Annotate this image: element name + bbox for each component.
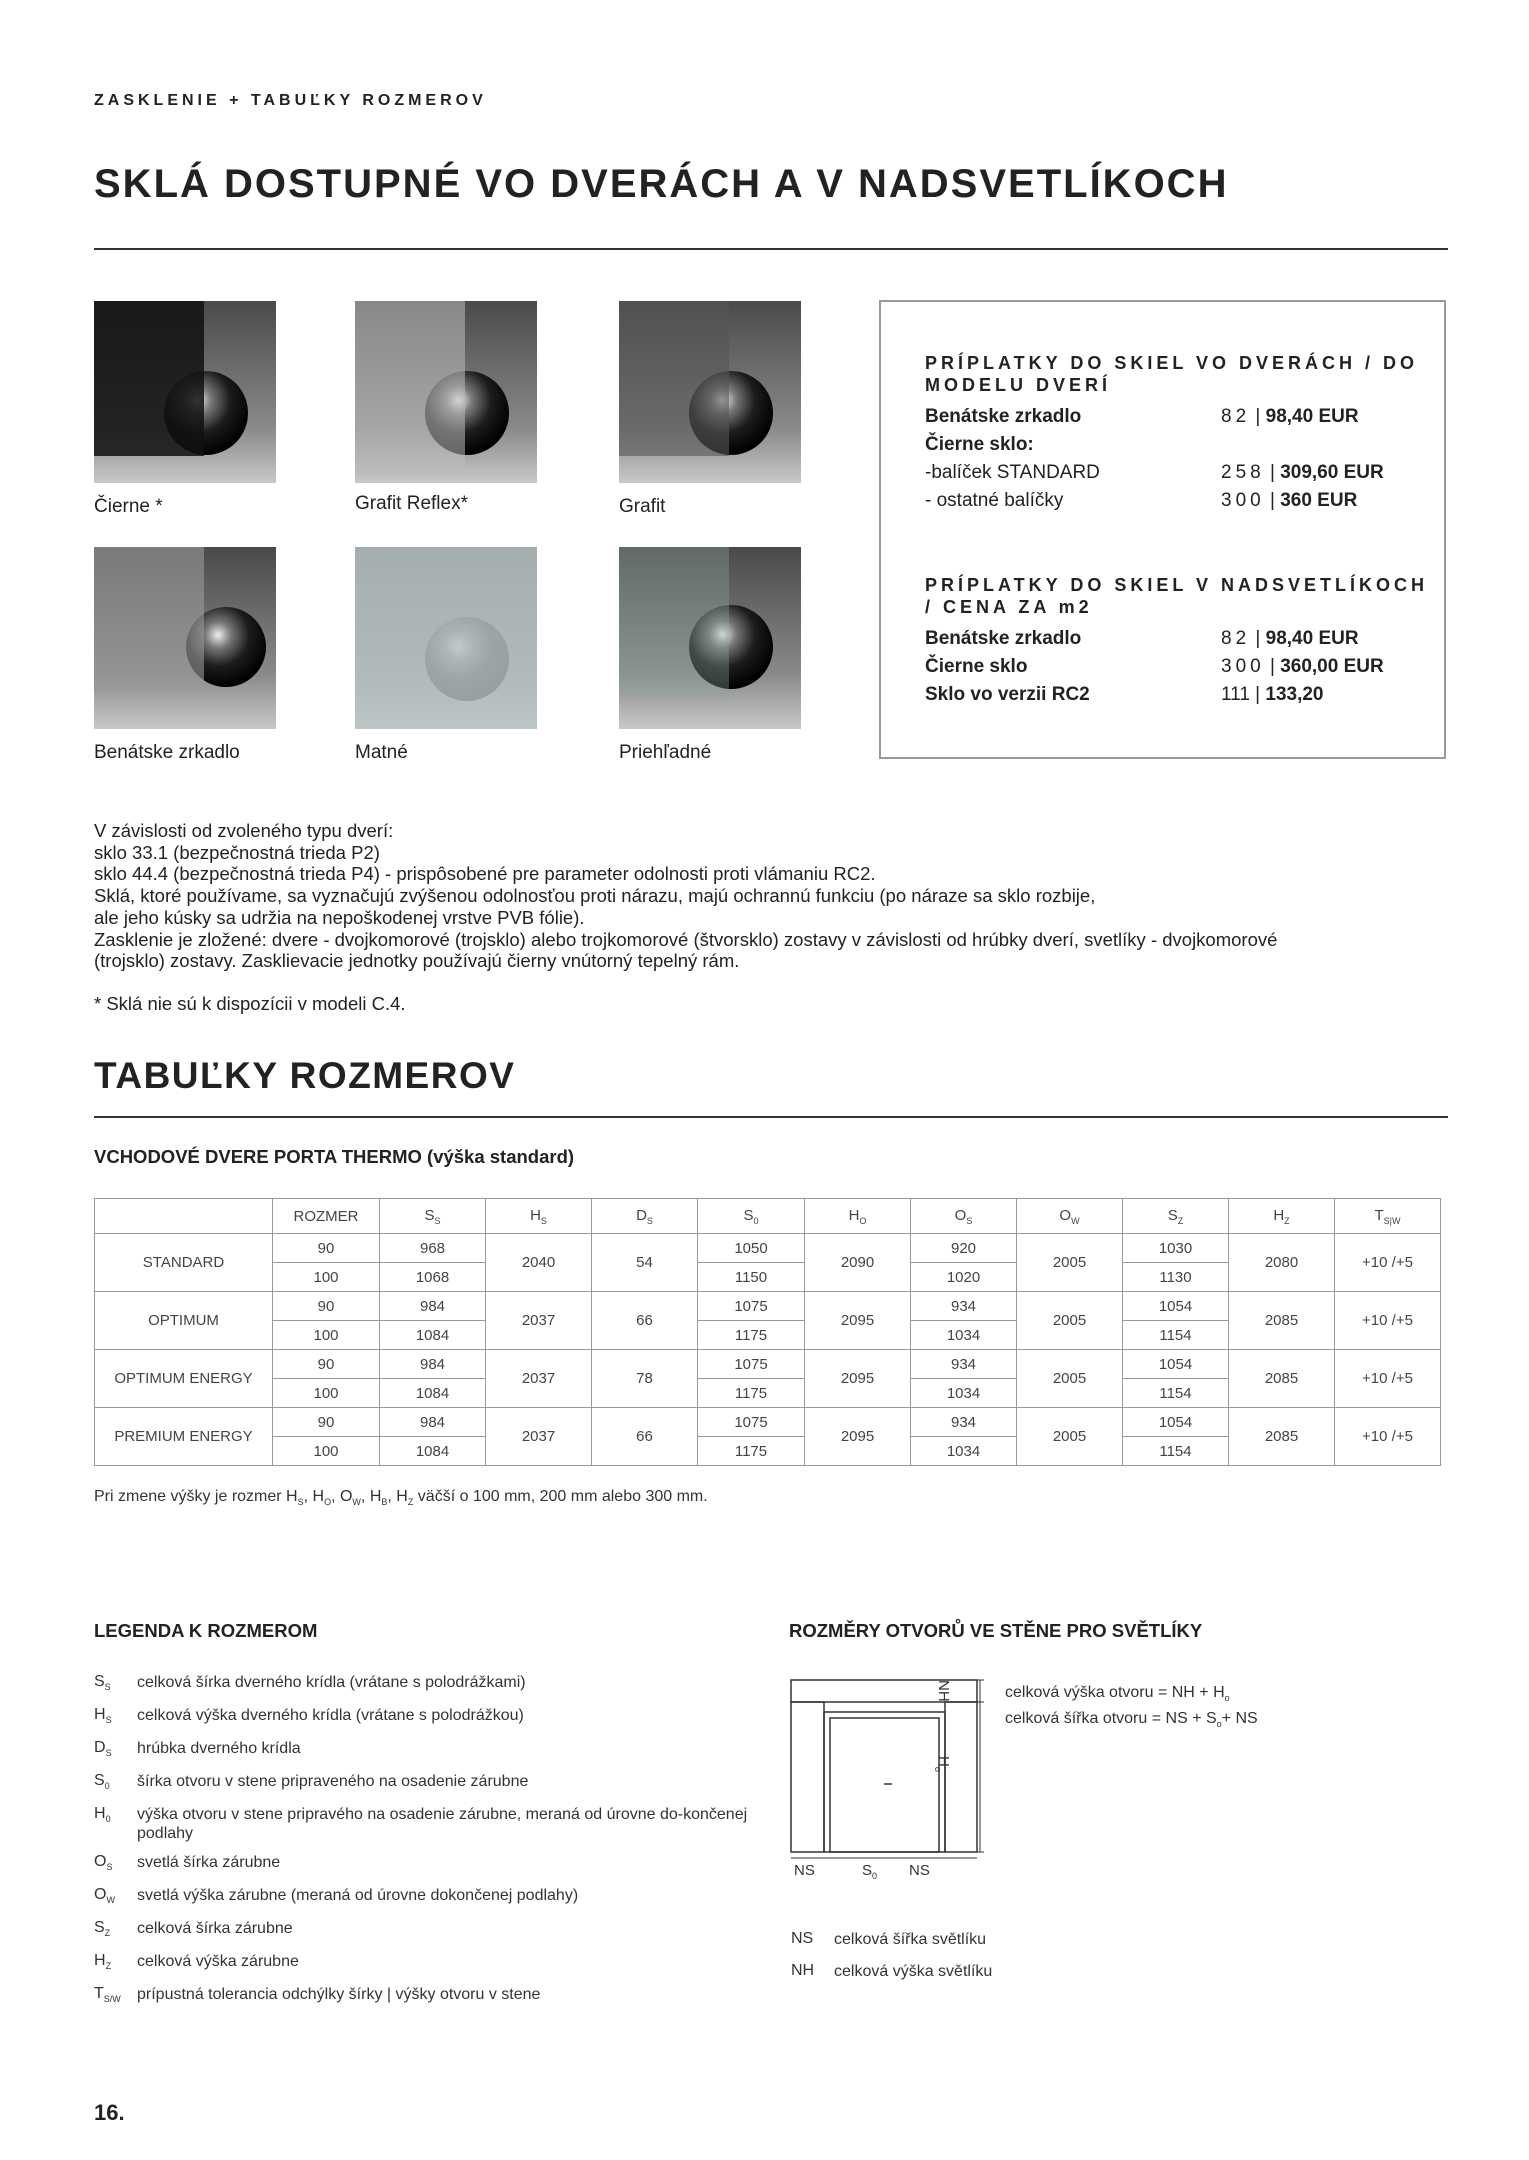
table-title: VCHODOVÉ DVERE PORTA THERMO (výška standard) <box>94 1146 575 1167</box>
table-header-cell: $H_O$ <box>805 1199 911 1234</box>
table-cell: 1154 <box>1123 1379 1229 1408</box>
table-cell: 984 <box>380 1350 486 1379</box>
table-cell: 1150 <box>698 1263 805 1292</box>
table-cell: 1175 <box>698 1379 805 1408</box>
table-row <box>95 1350 1441 1379</box>
ns-right-label: NS <box>909 1862 930 1879</box>
so-label: $S_0$ <box>862 1862 878 1881</box>
table-header-cell: $S_0$ <box>698 1199 805 1234</box>
table-cell: 1054 <box>1123 1292 1229 1321</box>
table-cell: 1130 <box>1123 1263 1229 1292</box>
footnote: * Sklá nie sú k dispozícii v modeli C.4. <box>94 992 406 1014</box>
table-cell: 90 <box>273 1234 380 1263</box>
table-cell: 1068 <box>380 1263 486 1292</box>
table-cell: 2095 <box>805 1408 911 1466</box>
table-cell: 100 <box>273 1263 380 1292</box>
table-cell: 90 <box>273 1292 380 1321</box>
surcharge-transom-title: PRÍPLATKY DO SKIEL V NADSVETLÍKOCH / CENA ZA m2 <box>925 575 1429 617</box>
dimensions-table <box>94 1198 1441 1466</box>
table-cell: 2005 <box>1017 1408 1123 1466</box>
table-cell: 100 <box>273 1437 380 1466</box>
table-cell: 1154 <box>1123 1437 1229 1466</box>
table-cell: 90 <box>273 1408 380 1437</box>
table-cell: 2037 <box>486 1408 592 1466</box>
table-cell: 1054 <box>1123 1350 1229 1379</box>
table-row <box>95 1408 1441 1437</box>
table-cell: +10 /+5 <box>1335 1408 1441 1466</box>
table-cell: STANDARD <box>95 1234 273 1292</box>
table-cell: +10 /+5 <box>1335 1292 1441 1350</box>
table-cell: 934 <box>911 1292 1017 1321</box>
table-note: Pri zmene výšky je rozmer $H_S$, $H_O$, $O_W$, $H_B$, $H_Z$ väčší o 100 mm, 200 mm alebo 300 mm. <box>94 1488 708 1508</box>
table-cell: 2037 <box>486 1292 592 1350</box>
legend-title: LEGENDA K ROZMEROM <box>94 1620 318 1641</box>
table-corner <box>95 1199 273 1234</box>
table-cell: 1084 <box>380 1437 486 1466</box>
table-cell: 2085 <box>1229 1292 1335 1350</box>
table-header-cell: $D_S$ <box>592 1199 698 1234</box>
glass-photo-matte <box>355 547 537 729</box>
table-cell: 2005 <box>1017 1350 1123 1408</box>
table-cell: OPTIMUM <box>95 1292 273 1350</box>
openings-title: ROZMĚRY OTVORŮ VE STĚNE PRO SVĚTLÍKY <box>789 1620 1203 1641</box>
table-header-cell: ROZMER <box>273 1199 380 1234</box>
table-cell: 2005 <box>1017 1234 1123 1292</box>
glass-caption: Čierne * <box>94 496 163 517</box>
glass-caption: Grafit Reflex* <box>355 493 468 514</box>
glass-photo-black <box>94 301 276 483</box>
formula-width: celková šířka otvoru = NS + $S_o+$ NS <box>1005 1710 1258 1730</box>
table-cell: 2085 <box>1229 1350 1335 1408</box>
table-cell: 78 <box>592 1350 698 1408</box>
table-cell: 2080 <box>1229 1234 1335 1292</box>
glass-photo-venetian-mirror <box>94 547 276 729</box>
ns-left-label: NS <box>794 1862 815 1879</box>
table-row <box>95 1292 1441 1321</box>
nh-label: NH <box>935 1680 952 1702</box>
formula-height: celková výška otvoru = NH + $H_o$ <box>1005 1684 1230 1704</box>
glass-caption: Benátske zrkadlo <box>94 742 240 763</box>
ho-label: $H_o$ <box>933 1756 952 1772</box>
title-divider <box>94 248 1448 250</box>
table-header-cell: $O_W$ <box>1017 1199 1123 1234</box>
table-cell: 1084 <box>380 1321 486 1350</box>
table-cell: 1175 <box>698 1321 805 1350</box>
table-cell: 100 <box>273 1379 380 1408</box>
table-cell: 2095 <box>805 1350 911 1408</box>
table-header-cell: $H_S$ <box>486 1199 592 1234</box>
table-cell: OPTIMUM ENERGY <box>95 1350 273 1408</box>
section-divider <box>94 1116 1448 1118</box>
table-cell: 1020 <box>911 1263 1017 1292</box>
glass-photo-graphite-reflex <box>355 301 537 483</box>
table-cell: 1154 <box>1123 1321 1229 1350</box>
table-cell: 54 <box>592 1234 698 1292</box>
table-cell: 1054 <box>1123 1408 1229 1437</box>
table-cell: 2005 <box>1017 1292 1123 1350</box>
table-cell: 66 <box>592 1292 698 1350</box>
table-cell: 1034 <box>911 1321 1017 1350</box>
table-cell: 1050 <box>698 1234 805 1263</box>
table-cell: 1075 <box>698 1408 805 1437</box>
opening-diagram <box>785 1672 1005 1872</box>
table-cell: 934 <box>911 1350 1017 1379</box>
table-cell: 984 <box>380 1408 486 1437</box>
table-cell: 2037 <box>486 1350 592 1408</box>
table-cell: 1034 <box>911 1379 1017 1408</box>
glass-photo-graphite <box>619 301 801 483</box>
glass-caption: Priehľadné <box>619 742 712 763</box>
table-row <box>95 1234 1441 1263</box>
section-kicker: ZASKLENIE + TABUĽKY ROZMEROV <box>94 92 487 109</box>
glass-description: V závislosti od zvoleného typu dverí: sklo 33.1 (bezpečnostná trieda P2) sklo 44.4 (bezpečnostná trieda P4) - prispôsobené pre parameter odolnosti proti vlámaniu RC2. Sklá, ktoré používame, sa vyznačujú zvýšenou odolnosťou proti nárazu, majú ochrannú funkciu (po náraze sa sklo rozbije, ale jeho kúsky sa udržia na nepoškodenej vrstve PVB fólie). Zasklenie je zložené: dvere - dvojkomorové (trojsklo) alebo trojkomorové (štvorsklo) zostavy v závislosti od hrúbky dverí, svetlíky - dvojkomorové (trojsklo) zostavy. Zasklievacie jednotky používajú čierny vnútorný tepelný rám. * Sklá nie sú k dispozícii v modeli C.4. <box>94 820 1454 1015</box>
surcharge-doors-title: PRÍPLATKY DO SKIEL VO DVERÁCH / DO MODELU DVERÍ <box>925 353 1419 395</box>
glass-caption: Matné <box>355 742 408 763</box>
page-title: SKLÁ DOSTUPNÉ VO DVERÁCH A V NADSVETLÍKOCH <box>94 162 1229 206</box>
table-cell: 1084 <box>380 1379 486 1408</box>
table-cell: 2095 <box>805 1292 911 1350</box>
table-cell: 1030 <box>1123 1234 1229 1263</box>
table-header-cell: $T_{S|W}$ <box>1335 1199 1441 1234</box>
table-cell: 1034 <box>911 1437 1017 1466</box>
section-title: TABUĽKY ROZMEROV <box>94 1055 516 1096</box>
table-cell: 920 <box>911 1234 1017 1263</box>
table-cell: 66 <box>592 1408 698 1466</box>
table-cell: 1175 <box>698 1437 805 1466</box>
table-cell: 90 <box>273 1350 380 1379</box>
table-cell: 968 <box>380 1234 486 1263</box>
table-header-cell: $S_S$ <box>380 1199 486 1234</box>
table-cell: +10 /+5 <box>1335 1350 1441 1408</box>
glass-caption: Grafit <box>619 496 666 517</box>
table-cell: PREMIUM ENERGY <box>95 1408 273 1466</box>
table-cell: +10 /+5 <box>1335 1234 1441 1292</box>
surcharge-box: PRÍPLATKY DO SKIEL VO DVERÁCH / DO MODELU DVERÍ Benátske zrkadlo 82 | 98,40 EUR Čierne sklo: -balíček STANDARD 258 | 309,60 EUR - ostatné balíčky 300 | 360 EUR PRÍPLATKY DO SKIEL V NADSVETLÍKOCH / CENA ZA m2 Benátske zrkadlo 82 | 98,40 EUR Čierne sklo 300 | 360,00 EUR Sklo vo verzii RC2 111 | 133,20 <box>879 300 1446 759</box>
table-cell: 1075 <box>698 1350 805 1379</box>
table-cell: 100 <box>273 1321 380 1350</box>
table-cell: 2040 <box>486 1234 592 1292</box>
table-header-cell: $S_Z$ <box>1123 1199 1229 1234</box>
table-header-cell: $H_Z$ <box>1229 1199 1335 1234</box>
table-cell: 1075 <box>698 1292 805 1321</box>
glass-photo-clear <box>619 547 801 729</box>
table-header-cell: $O_S$ <box>911 1199 1017 1234</box>
table-cell: 984 <box>380 1292 486 1321</box>
table-cell: 2085 <box>1229 1408 1335 1466</box>
table-cell: 2090 <box>805 1234 911 1292</box>
page-number: 16. <box>94 2100 125 2125</box>
table-cell: 934 <box>911 1408 1017 1437</box>
